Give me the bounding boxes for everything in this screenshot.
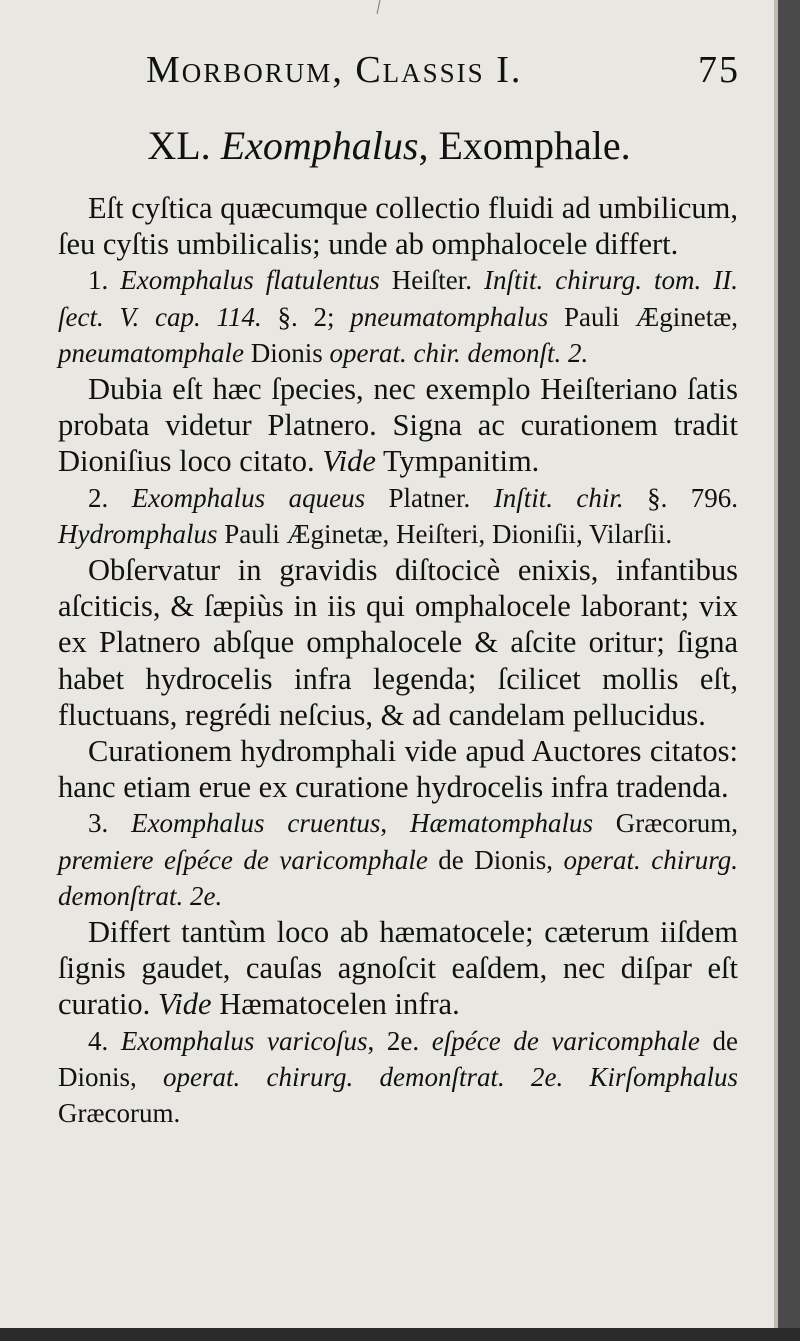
italic-segment: Vide <box>322 444 376 479</box>
italic-segment: Exomphalus varicoſus <box>120 1025 368 1056</box>
running-title: Morborum, Classis I. <box>146 49 523 91</box>
italic-segment: Inſtit. chirurg. tom. II. ſect. V. cap. 114. <box>58 265 739 332</box>
text-segment: de Dionis, <box>58 1025 739 1092</box>
section-latin-name: Exomphalus <box>220 123 419 168</box>
italic-segment: Hydromphalus <box>58 518 218 549</box>
paragraph-species-1 <box>58 262 738 371</box>
italic-segment: eſpéce de varicomphale <box>431 1025 700 1056</box>
italic-segment: pneumatomphale <box>58 337 244 368</box>
paragraph-species-2 <box>58 480 738 552</box>
italic-segment: premiere eſpéce de varicomphale <box>58 844 428 875</box>
text-segment: , 2e. <box>367 1025 432 1056</box>
text-segment: Pauli Æginetæ, Heiſteri, Dioniſii, Vilarſii. <box>217 518 673 549</box>
paragraph-species-2-note-a: Obſervatur in gravidis diſtocicè enixis, infantibus aſciticis, & ſæpiùs in iis qui omphalocele laborant; vix ex Platnero abſque omphalocele & aſcite oritur; ſigna habet hydrocelis infra legenda; ſcilicet mollis eſt, fluctuans, regrédi neſcius, & ad candelam pellucidus. <box>58 553 738 732</box>
italic-segment: Exomphalus cruentus <box>131 808 381 839</box>
text-segment <box>563 1062 589 1092</box>
italic-segment: Kirſomphalus <box>589 1061 739 1092</box>
italic-segment: pneumatomphalus <box>350 301 549 332</box>
italic-segment: Inſtit. chir. <box>493 482 624 513</box>
text-segment: Dionis <box>243 337 330 368</box>
text-segment: Pauli Æginetæ, <box>548 301 738 332</box>
italic-segment: Hæmatomphalus <box>409 808 593 839</box>
italic-segment: Vide <box>157 987 212 1022</box>
paragraph-species-1-note <box>58 371 738 480</box>
text-segment: Heiſter. <box>379 265 485 296</box>
page-body <box>58 190 738 1131</box>
text-segment: 1. <box>88 265 121 296</box>
italic-segment: Exomphalus aqueus <box>131 482 366 513</box>
section-title <box>0 122 778 169</box>
text-segment: Platner. <box>365 482 494 513</box>
paragraph-species-3 <box>58 805 738 914</box>
text-segment: §. 2; <box>261 301 351 332</box>
page-number: 75 <box>698 49 740 91</box>
text-segment: 4. <box>88 1025 121 1056</box>
text-segment: 2. <box>88 482 132 513</box>
italic-segment: Exomphalus flatulentus <box>120 265 380 296</box>
section-number: XL. <box>147 123 211 168</box>
pencil-mark <box>377 0 381 14</box>
paragraph-species-4 <box>58 1023 738 1132</box>
text-segment: Dubia eſt hæc ſpecies, nec exemplo Heiſteriano ſatis probata videtur Platnero. Signa ac curationem tradit Dioniſius loco citato. <box>58 372 738 479</box>
paragraph-definition: Eſt cyſtica quæcumque collectio fluidi ad umbilicum, ſeu cyſtis umbilicalis; unde ab omphalocele differt. <box>58 191 738 262</box>
text-segment: §. 796. <box>623 482 739 513</box>
italic-segment: operat. chirurg. demonſtrat. 2e. <box>163 1061 564 1092</box>
text-segment: Græcorum, <box>592 808 739 839</box>
text-segment: Hæmatocelen infra. <box>211 987 460 1022</box>
section-french-name: Exomphale. <box>438 123 631 168</box>
running-header <box>140 48 740 100</box>
italic-segment: operat. chirurg. demonſtrat. 2e. <box>58 844 738 911</box>
text-segment: , <box>380 808 410 839</box>
text-segment: Tympanitim. <box>375 444 540 479</box>
paragraph-species-3-note <box>58 914 738 1023</box>
text-segment: 3. <box>88 808 132 839</box>
text-segment: de Dionis, <box>427 844 564 875</box>
italic-segment: operat. chir. demonſt. 2. <box>329 337 589 368</box>
text-segment: Græcorum. <box>58 1098 181 1129</box>
paragraph-species-2-note-b: Curationem hydromphali vide apud Auctores citatos: hanc etiam erue ex curatione hydrocelis infra tradenda. <box>58 734 738 805</box>
title-separator: , <box>418 123 429 168</box>
text-segment: Differt tantùm loco ab hæmatocele; cæterum iiſdem ſignis gaudet, cauſas agnoſcit eaſdem, nec diſpar eſt curatio. <box>58 915 738 1022</box>
